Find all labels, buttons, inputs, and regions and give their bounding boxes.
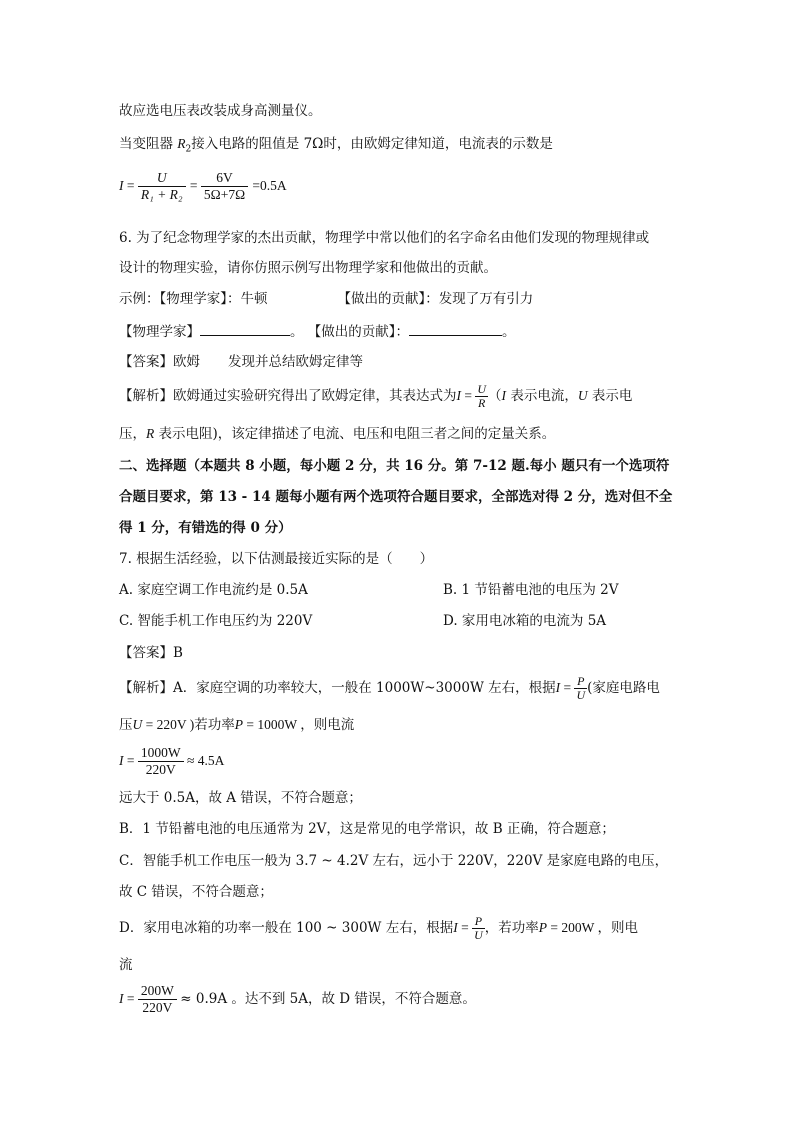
option-a: A. 家庭空调工作电流约是 0.5A — [119, 582, 308, 598]
analysis-7: B．1 节铅蓄电池的电压通常为 2V，这是常见的电学常识，故 B 正确，符合题意； — [119, 821, 615, 837]
analysis-6: 【解析】欧姆通过实验研究得出了欧姆定律，其表达式为I = $\frac{U}{R}$ （I 表示电流，U 表示电 — [119, 382, 633, 410]
analysis-7: C．智能手机工作电压一般为 3.7 ~ 4.2V 左右，远小于 220V，220V 是家庭电路的电压， — [119, 853, 669, 869]
example-line: 示例：【物理学家】：牛顿 【做出的贡献】：发现了万有引力 — [119, 291, 534, 307]
section-2-heading: 二、选择题（本题共 8 小题，每小题 2 分，共 16 分。第 7-12 题.每小 题只有一个选项符 — [119, 458, 670, 474]
analysis-7: 流 — [119, 957, 133, 973]
options-row — [119, 611, 679, 631]
question-6: 设计的物理实验，请你仿照示例写出物理学家和他做出的贡献。 — [119, 260, 497, 276]
answer-blank[interactable] — [409, 321, 502, 336]
analysis-7: 远大于 0.5A，故 A 错误，不符合题意； — [119, 790, 362, 806]
analysis-6: 压，R 表示电阻)，该定律描述了电流、电压和电阻三者之间的定量关系。 — [119, 426, 556, 442]
option-d: D. 家用电冰箱的电流为 5A — [443, 613, 607, 629]
equation-3: I = $\frac{200W}{220V}$ ≈ 0.9A 。达不到 5A，故 D 错误，不符合题意。 — [119, 983, 476, 1015]
question-6: 6. 为了纪念物理学家的杰出贡献，物理学中常以他们的名字命名由他们发现的物理规律或 — [119, 230, 650, 246]
answer-blank[interactable] — [200, 321, 290, 336]
text-line: 当变阻器 $R_2$接入电路的阻值是 7Ω时，由欧姆定律知道，电流表的示数是 — [119, 136, 553, 155]
section-2-heading: 得 1 分，有错选的得 0 分） — [119, 520, 292, 536]
option-b: B. 1 节铅蓄电池的电压为 2V — [443, 582, 619, 598]
option-c: C. 智能手机工作电压约为 220V — [119, 613, 313, 629]
equation-2: I = $\frac{1000W}{220V}$ ≈ 4.5A — [119, 745, 225, 777]
analysis-7: D．家用电冰箱的功率一般在 100 ~ 300W 左右，根据I = $\frac{P}{U}$ ，若功率P = 200W ，则电 — [119, 914, 639, 942]
answer-7: 【答案】B — [119, 645, 183, 661]
answer-6: 【答案】欧姆 发现并总结欧姆定律等 — [119, 354, 363, 370]
text-line: 故应选电压表改装成身高测量仪。 — [119, 103, 322, 119]
options-row — [119, 580, 679, 600]
question-7: 7. 根据生活经验，以下估测最接近实际的是（ ） — [119, 551, 434, 567]
analysis-7: 故 C 错误，不符合题意； — [119, 884, 273, 900]
analysis-7: 压U = 220V )若功率P = 1000W ，则电流 — [119, 717, 355, 733]
analysis-7: 【解析】A．家庭空调的功率较大，一般在 1000W~3000W 左右，根据I = $\frac{P}{U}$ (家庭电路电 — [119, 674, 660, 702]
section-2-heading: 合题目要求，第 13 - 14 题每小题有两个选项符合题目要求，全部选对得 2 分，选对但不全 — [119, 489, 673, 505]
fill-in-line: 【物理学家】 。 【做出的贡献】： 。 — [119, 321, 516, 342]
equation-1: I = $\frac{U}{\text{R₁ + R₂}}$ = $\frac{6V}{5\Omega+7\Omega}$ =0.5A — [119, 170, 287, 202]
